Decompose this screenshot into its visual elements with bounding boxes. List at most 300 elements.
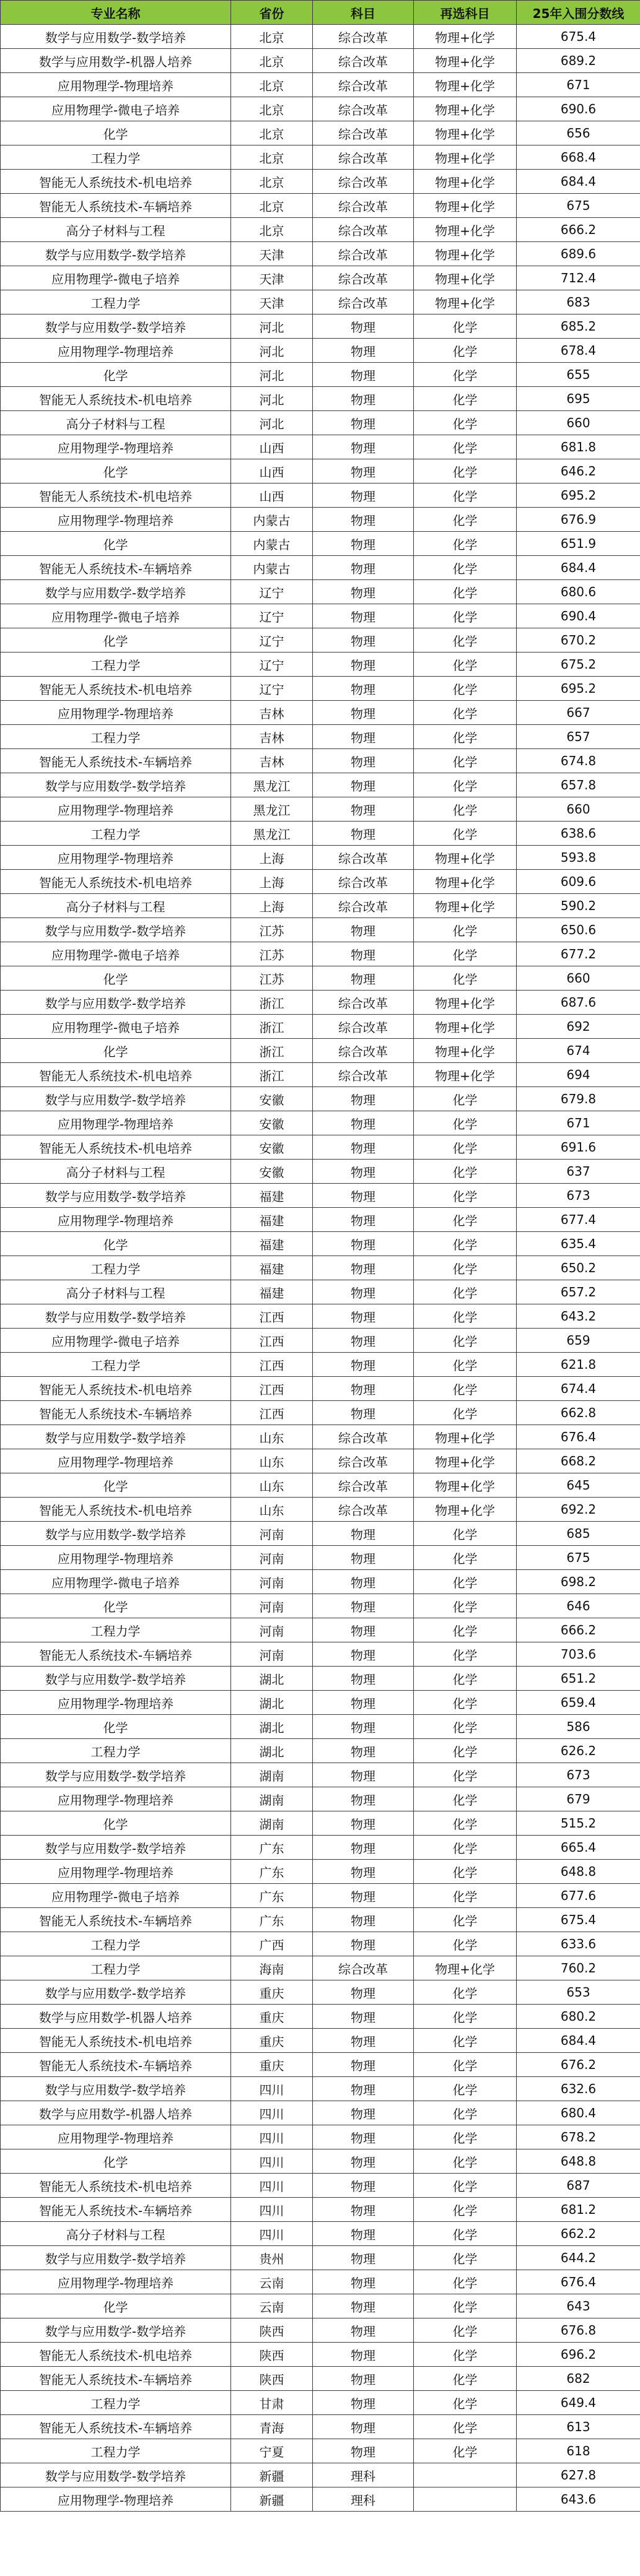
province-cell[interactable]: 河北 [231,314,313,339]
province-cell[interactable]: 四川 [231,2149,313,2174]
province-cell[interactable]: 福建 [231,1256,313,1280]
elective-subject-cell[interactable]: 物理+化学 [414,218,517,242]
elective-subject-cell[interactable]: 化学 [414,677,517,701]
major-cell[interactable]: 智能无人系统技术-机电培养 [1,1498,231,1522]
cutoff-score-cell[interactable]: 692 [517,1015,640,1039]
major-cell[interactable]: 数学与应用数学-数学培养 [1,314,231,339]
subject-cell[interactable]: 物理 [313,1401,414,1425]
major-cell[interactable]: 应用物理学-物理培养 [1,1546,231,1570]
subject-cell[interactable]: 物理 [313,1811,414,1836]
cutoff-score-cell[interactable]: 690.4 [517,604,640,628]
major-cell[interactable]: 智能无人系统技术-机电培养 [1,484,231,508]
elective-subject-cell[interactable]: 化学 [414,918,517,942]
cutoff-score-cell[interactable]: 657.2 [517,1280,640,1304]
subject-cell[interactable]: 物理 [313,2415,414,2439]
elective-subject-cell[interactable]: 化学 [414,1401,517,1425]
elective-subject-cell[interactable]: 化学 [414,314,517,339]
subject-cell[interactable]: 物理 [313,2005,414,2029]
cutoff-score-cell[interactable]: 684.4 [517,2029,640,2053]
elective-subject-cell[interactable]: 化学 [414,1353,517,1377]
province-cell[interactable]: 辽宁 [231,580,313,604]
elective-subject-cell[interactable]: 化学 [414,1184,517,1208]
elective-subject-cell[interactable]: 化学 [414,1570,517,1594]
province-cell[interactable]: 陕西 [231,2367,313,2391]
province-cell[interactable]: 新疆 [231,2463,313,2487]
major-cell[interactable]: 应用物理学-物理培养 [1,435,231,459]
subject-cell[interactable]: 物理 [313,2318,414,2343]
major-cell[interactable]: 工程力学 [1,1956,231,1980]
cutoff-score-cell[interactable]: 692.2 [517,1498,640,1522]
province-cell[interactable]: 广东 [231,1884,313,1908]
elective-subject-cell[interactable]: 物理+化学 [414,846,517,870]
province-cell[interactable]: 浙江 [231,991,313,1015]
elective-subject-cell[interactable]: 化学 [414,2029,517,2053]
province-cell[interactable]: 黑龙江 [231,822,313,846]
subject-cell[interactable]: 综合改革 [313,290,414,314]
elective-subject-cell[interactable]: 化学 [414,628,517,653]
cutoff-score-cell[interactable]: 684.4 [517,170,640,194]
elective-subject-cell[interactable] [414,2463,517,2487]
major-cell[interactable]: 化学 [1,1594,231,1618]
elective-subject-cell[interactable]: 物理+化学 [414,1956,517,1980]
province-cell[interactable]: 安徽 [231,1087,313,1111]
major-cell[interactable]: 应用物理学-物理培养 [1,797,231,822]
major-cell[interactable]: 智能无人系统技术-车辆培养 [1,2198,231,2222]
major-cell[interactable]: 智能无人系统技术-机电培养 [1,387,231,411]
major-cell[interactable]: 智能无人系统技术-机电培养 [1,2174,231,2198]
elective-subject-cell[interactable]: 化学 [414,1691,517,1715]
major-cell[interactable]: 智能无人系统技术-机电培养 [1,677,231,701]
subject-cell[interactable]: 物理 [313,1377,414,1401]
cutoff-score-cell[interactable]: 609.6 [517,870,640,894]
major-cell[interactable]: 数学与应用数学-数学培养 [1,242,231,266]
elective-subject-cell[interactable]: 化学 [414,1111,517,1135]
subject-cell[interactable]: 物理 [313,1232,414,1256]
major-cell[interactable]: 工程力学 [1,1618,231,1642]
major-cell[interactable]: 工程力学 [1,653,231,677]
cutoff-score-cell[interactable]: 637 [517,1160,640,1184]
province-cell[interactable]: 江苏 [231,942,313,966]
elective-subject-cell[interactable]: 物理+化学 [414,25,517,49]
cutoff-score-cell[interactable]: 644.2 [517,2246,640,2270]
major-cell[interactable]: 应用物理学-物理培养 [1,2487,231,2512]
subject-cell[interactable]: 物理 [313,2077,414,2101]
subject-cell[interactable]: 物理 [313,1884,414,1908]
elective-subject-cell[interactable]: 物理+化学 [414,1063,517,1087]
major-cell[interactable]: 高分子材料与工程 [1,2222,231,2246]
province-cell[interactable]: 江苏 [231,966,313,991]
cutoff-score-cell[interactable]: 645 [517,1473,640,1498]
cutoff-score-cell[interactable]: 679 [517,1787,640,1811]
subject-cell[interactable]: 综合改革 [313,1015,414,1039]
major-cell[interactable]: 智能无人系统技术-车辆培养 [1,1642,231,1667]
cutoff-score-cell[interactable]: 646 [517,1594,640,1618]
elective-subject-cell[interactable]: 化学 [414,1715,517,1739]
elective-subject-cell[interactable]: 化学 [414,508,517,532]
province-cell[interactable]: 河南 [231,1570,313,1594]
subject-cell[interactable]: 物理 [313,508,414,532]
cutoff-score-cell[interactable]: 673 [517,1763,640,1787]
elective-subject-cell[interactable]: 化学 [414,459,517,484]
major-cell[interactable]: 应用物理学-物理培养 [1,1449,231,1473]
province-cell[interactable]: 重庆 [231,2029,313,2053]
elective-subject-cell[interactable]: 物理+化学 [414,991,517,1015]
cutoff-score-cell[interactable]: 687.6 [517,991,640,1015]
cutoff-score-cell[interactable]: 676.4 [517,2270,640,2294]
cutoff-score-cell[interactable]: 680.2 [517,2005,640,2029]
major-cell[interactable]: 工程力学 [1,1353,231,1377]
major-cell[interactable]: 数学与应用数学-数学培养 [1,580,231,604]
subject-cell[interactable]: 物理 [313,411,414,435]
major-cell[interactable]: 化学 [1,2149,231,2174]
subject-cell[interactable]: 物理 [313,1860,414,1884]
subject-cell[interactable]: 物理 [313,435,414,459]
subject-cell[interactable]: 综合改革 [313,121,414,145]
elective-subject-cell[interactable]: 物理+化学 [414,1473,517,1498]
province-cell[interactable]: 内蒙古 [231,556,313,580]
subject-cell[interactable]: 综合改革 [313,1425,414,1449]
subject-cell[interactable]: 物理 [313,532,414,556]
province-cell[interactable]: 湖北 [231,1715,313,1739]
cutoff-score-cell[interactable]: 682 [517,2367,640,2391]
elective-subject-cell[interactable]: 化学 [414,1980,517,2005]
elective-subject-cell[interactable]: 化学 [414,725,517,749]
major-cell[interactable]: 智能无人系统技术-车辆培养 [1,194,231,218]
major-cell[interactable]: 数学与应用数学-机器人培养 [1,2005,231,2029]
province-cell[interactable]: 重庆 [231,2005,313,2029]
cutoff-score-cell[interactable]: 648.8 [517,1860,640,1884]
cutoff-score-cell[interactable]: 659 [517,1329,640,1353]
major-cell[interactable]: 应用物理学-微电子培养 [1,1329,231,1353]
elective-subject-cell[interactable]: 化学 [414,2246,517,2270]
cutoff-score-cell[interactable]: 668.2 [517,1449,640,1473]
subject-cell[interactable]: 物理 [313,1111,414,1135]
province-cell[interactable]: 辽宁 [231,604,313,628]
elective-subject-cell[interactable]: 物理+化学 [414,73,517,97]
elective-subject-cell[interactable]: 化学 [414,411,517,435]
province-cell[interactable]: 重庆 [231,2053,313,2077]
elective-subject-cell[interactable]: 化学 [414,1667,517,1691]
cutoff-score-cell[interactable]: 651.9 [517,532,640,556]
major-cell[interactable]: 工程力学 [1,2439,231,2463]
province-cell[interactable]: 天津 [231,290,313,314]
elective-subject-cell[interactable]: 化学 [414,2391,517,2415]
province-cell[interactable]: 福建 [231,1232,313,1256]
cutoff-score-cell[interactable]: 676.4 [517,1425,640,1449]
major-cell[interactable]: 化学 [1,966,231,991]
province-cell[interactable]: 广东 [231,1860,313,1884]
elective-subject-cell[interactable]: 物理+化学 [414,266,517,290]
subject-cell[interactable]: 物理 [313,749,414,773]
subject-cell[interactable]: 物理 [313,1691,414,1715]
province-cell[interactable]: 浙江 [231,1063,313,1087]
major-cell[interactable]: 数学与应用数学-数学培养 [1,1980,231,2005]
elective-subject-cell[interactable]: 化学 [414,1087,517,1111]
major-cell[interactable]: 智能无人系统技术-车辆培养 [1,2415,231,2439]
major-cell[interactable]: 应用物理学-物理培养 [1,1208,231,1232]
cutoff-score-cell[interactable]: 687 [517,2174,640,2198]
elective-subject-cell[interactable]: 化学 [414,1304,517,1329]
cutoff-score-cell[interactable]: 671 [517,1111,640,1135]
subject-cell[interactable]: 物理 [313,966,414,991]
major-cell[interactable]: 应用物理学-微电子培养 [1,97,231,121]
subject-cell[interactable]: 物理 [313,2343,414,2367]
major-cell[interactable]: 应用物理学-物理培养 [1,2270,231,2294]
major-cell[interactable]: 化学 [1,459,231,484]
elective-subject-cell[interactable]: 化学 [414,2343,517,2367]
elective-subject-cell[interactable]: 物理+化学 [414,194,517,218]
subject-cell[interactable]: 物理 [313,339,414,363]
province-cell[interactable]: 山西 [231,459,313,484]
province-cell[interactable]: 江西 [231,1304,313,1329]
elective-subject-cell[interactable]: 化学 [414,2077,517,2101]
subject-cell[interactable]: 物理 [313,2101,414,2125]
province-cell[interactable]: 河北 [231,363,313,387]
subject-cell[interactable]: 物理 [313,1087,414,1111]
province-cell[interactable]: 吉林 [231,749,313,773]
cutoff-score-cell[interactable]: 675.2 [517,653,640,677]
province-cell[interactable]: 四川 [231,2198,313,2222]
elective-subject-cell[interactable]: 化学 [414,363,517,387]
cutoff-score-cell[interactable]: 665.4 [517,1836,640,1860]
major-cell[interactable]: 高分子材料与工程 [1,218,231,242]
major-cell[interactable]: 智能无人系统技术-机电培养 [1,1063,231,1087]
province-cell[interactable]: 云南 [231,2294,313,2318]
province-cell[interactable]: 广东 [231,1836,313,1860]
cutoff-score-cell[interactable]: 679.8 [517,1087,640,1111]
province-cell[interactable]: 河南 [231,1594,313,1618]
header-subject[interactable]: 科目 [313,1,414,25]
subject-cell[interactable]: 物理 [313,725,414,749]
elective-subject-cell[interactable]: 物理+化学 [414,145,517,170]
province-cell[interactable]: 河北 [231,411,313,435]
elective-subject-cell[interactable]: 化学 [414,1739,517,1763]
elective-subject-cell[interactable]: 化学 [414,966,517,991]
major-cell[interactable]: 数学与应用数学-数学培养 [1,773,231,797]
major-cell[interactable]: 化学 [1,628,231,653]
province-cell[interactable]: 内蒙古 [231,508,313,532]
cutoff-score-cell[interactable]: 655 [517,363,640,387]
cutoff-score-cell[interactable]: 674.4 [517,1377,640,1401]
province-cell[interactable]: 上海 [231,870,313,894]
province-cell[interactable]: 黑龙江 [231,773,313,797]
header-province[interactable]: 省份 [231,1,313,25]
subject-cell[interactable]: 物理 [313,1184,414,1208]
province-cell[interactable]: 广东 [231,1908,313,1932]
header-major[interactable]: 专业名称 [1,1,231,25]
province-cell[interactable]: 北京 [231,25,313,49]
major-cell[interactable]: 工程力学 [1,1739,231,1763]
cutoff-score-cell[interactable]: 635.4 [517,1232,640,1256]
major-cell[interactable]: 应用物理学-物理培养 [1,1691,231,1715]
major-cell[interactable]: 化学 [1,1232,231,1256]
elective-subject-cell[interactable]: 化学 [414,2222,517,2246]
elective-subject-cell[interactable]: 化学 [414,701,517,725]
province-cell[interactable]: 广西 [231,1932,313,1956]
elective-subject-cell[interactable]: 化学 [414,2294,517,2318]
province-cell[interactable]: 湖北 [231,1667,313,1691]
province-cell[interactable]: 辽宁 [231,628,313,653]
province-cell[interactable]: 上海 [231,846,313,870]
cutoff-score-cell[interactable]: 680.4 [517,2101,640,2125]
subject-cell[interactable]: 物理 [313,918,414,942]
subject-cell[interactable]: 综合改革 [313,1063,414,1087]
major-cell[interactable]: 化学 [1,1039,231,1063]
subject-cell[interactable]: 综合改革 [313,1498,414,1522]
cutoff-score-cell[interactable]: 695.2 [517,677,640,701]
major-cell[interactable]: 化学 [1,1473,231,1498]
cutoff-score-cell[interactable]: 677.6 [517,1884,640,1908]
elective-subject-cell[interactable]: 物理+化学 [414,290,517,314]
elective-subject-cell[interactable]: 化学 [414,2367,517,2391]
province-cell[interactable]: 海南 [231,1956,313,1980]
major-cell[interactable]: 化学 [1,363,231,387]
cutoff-score-cell[interactable]: 515.2 [517,1811,640,1836]
subject-cell[interactable]: 综合改革 [313,870,414,894]
major-cell[interactable]: 应用物理学-物理培养 [1,1111,231,1135]
subject-cell[interactable]: 物理 [313,387,414,411]
subject-cell[interactable]: 物理 [313,701,414,725]
elective-subject-cell[interactable]: 物理+化学 [414,894,517,918]
major-cell[interactable]: 高分子材料与工程 [1,1280,231,1304]
subject-cell[interactable]: 物理 [313,628,414,653]
cutoff-score-cell[interactable]: 626.2 [517,1739,640,1763]
cutoff-score-cell[interactable]: 656 [517,121,640,145]
subject-cell[interactable]: 物理 [313,2174,414,2198]
major-cell[interactable]: 应用物理学-物理培养 [1,846,231,870]
province-cell[interactable]: 北京 [231,218,313,242]
major-cell[interactable]: 化学 [1,121,231,145]
elective-subject-cell[interactable]: 化学 [414,1522,517,1546]
major-cell[interactable]: 数学与应用数学-数学培养 [1,1087,231,1111]
elective-subject-cell[interactable]: 化学 [414,2149,517,2174]
major-cell[interactable]: 数学与应用数学-数学培养 [1,2318,231,2343]
major-cell[interactable]: 智能无人系统技术-机电培养 [1,2029,231,2053]
elective-subject-cell[interactable]: 化学 [414,2005,517,2029]
elective-subject-cell[interactable]: 化学 [414,1787,517,1811]
elective-subject-cell[interactable]: 化学 [414,942,517,966]
subject-cell[interactable]: 物理 [313,1739,414,1763]
major-cell[interactable]: 工程力学 [1,725,231,749]
subject-cell[interactable]: 综合改革 [313,242,414,266]
major-cell[interactable]: 应用物理学-微电子培养 [1,604,231,628]
subject-cell[interactable]: 物理 [313,1642,414,1667]
cutoff-score-cell[interactable]: 760.2 [517,1956,640,1980]
cutoff-score-cell[interactable]: 632.6 [517,2077,640,2101]
elective-subject-cell[interactable]: 物理+化学 [414,170,517,194]
subject-cell[interactable]: 理科 [313,2487,414,2512]
subject-cell[interactable]: 物理 [313,2149,414,2174]
province-cell[interactable]: 贵州 [231,2246,313,2270]
province-cell[interactable]: 宁夏 [231,2439,313,2463]
province-cell[interactable]: 新疆 [231,2487,313,2512]
elective-subject-cell[interactable]: 物理+化学 [414,121,517,145]
major-cell[interactable]: 智能无人系统技术-机电培养 [1,2343,231,2367]
province-cell[interactable]: 湖南 [231,1763,313,1787]
province-cell[interactable]: 吉林 [231,701,313,725]
subject-cell[interactable]: 物理 [313,580,414,604]
province-cell[interactable]: 河北 [231,339,313,363]
elective-subject-cell[interactable]: 化学 [414,532,517,556]
cutoff-score-cell[interactable]: 696.2 [517,2343,640,2367]
subject-cell[interactable]: 物理 [313,2270,414,2294]
major-cell[interactable]: 数学与应用数学-数学培养 [1,1836,231,1860]
subject-cell[interactable]: 物理 [313,1135,414,1160]
elective-subject-cell[interactable]: 化学 [414,2174,517,2198]
major-cell[interactable]: 应用物理学-物理培养 [1,1787,231,1811]
subject-cell[interactable]: 综合改革 [313,97,414,121]
subject-cell[interactable]: 物理 [313,2029,414,2053]
subject-cell[interactable]: 物理 [313,1329,414,1353]
elective-subject-cell[interactable]: 化学 [414,1860,517,1884]
elective-subject-cell[interactable]: 化学 [414,2270,517,2294]
subject-cell[interactable]: 综合改革 [313,194,414,218]
elective-subject-cell[interactable]: 化学 [414,1546,517,1570]
cutoff-score-cell[interactable]: 662.2 [517,2222,640,2246]
elective-subject-cell[interactable]: 化学 [414,435,517,459]
cutoff-score-cell[interactable]: 667 [517,701,640,725]
province-cell[interactable]: 北京 [231,97,313,121]
cutoff-score-cell[interactable]: 613 [517,2415,640,2439]
subject-cell[interactable]: 物理 [313,1256,414,1280]
province-cell[interactable]: 山东 [231,1425,313,1449]
subject-cell[interactable]: 物理 [313,1570,414,1594]
province-cell[interactable]: 安徽 [231,1160,313,1184]
subject-cell[interactable]: 综合改革 [313,1449,414,1473]
cutoff-score-cell[interactable]: 590.2 [517,894,640,918]
subject-cell[interactable]: 物理 [313,363,414,387]
province-cell[interactable]: 江西 [231,1401,313,1425]
subject-cell[interactable]: 综合改革 [313,266,414,290]
major-cell[interactable]: 高分子材料与工程 [1,1160,231,1184]
elective-subject-cell[interactable]: 化学 [414,1135,517,1160]
province-cell[interactable]: 四川 [231,2222,313,2246]
cutoff-score-cell[interactable]: 618 [517,2439,640,2463]
province-cell[interactable]: 辽宁 [231,677,313,701]
province-cell[interactable]: 安徽 [231,1135,313,1160]
elective-subject-cell[interactable]: 化学 [414,797,517,822]
province-cell[interactable]: 四川 [231,2174,313,2198]
elective-subject-cell[interactable]: 化学 [414,1208,517,1232]
subject-cell[interactable]: 物理 [313,2246,414,2270]
province-cell[interactable]: 北京 [231,73,313,97]
major-cell[interactable]: 应用物理学-物理培养 [1,2125,231,2149]
major-cell[interactable]: 应用物理学-物理培养 [1,701,231,725]
cutoff-score-cell[interactable]: 691.6 [517,1135,640,1160]
subject-cell[interactable]: 综合改革 [313,170,414,194]
elective-subject-cell[interactable]: 物理+化学 [414,1039,517,1063]
major-cell[interactable]: 数学与应用数学-数学培养 [1,25,231,49]
major-cell[interactable]: 化学 [1,1811,231,1836]
subject-cell[interactable]: 综合改革 [313,73,414,97]
subject-cell[interactable]: 物理 [313,1836,414,1860]
subject-cell[interactable]: 物理 [313,314,414,339]
subject-cell[interactable]: 综合改革 [313,1473,414,1498]
subject-cell[interactable]: 物理 [313,797,414,822]
cutoff-score-cell[interactable]: 703.6 [517,1642,640,1667]
major-cell[interactable]: 智能无人系统技术-机电培养 [1,1377,231,1401]
elective-subject-cell[interactable]: 化学 [414,773,517,797]
cutoff-score-cell[interactable]: 646.2 [517,459,640,484]
major-cell[interactable]: 数学与应用数学-机器人培养 [1,2101,231,2125]
major-cell[interactable]: 智能无人系统技术-车辆培养 [1,1401,231,1425]
elective-subject-cell[interactable]: 化学 [414,2125,517,2149]
province-cell[interactable]: 山西 [231,435,313,459]
cutoff-score-cell[interactable]: 657.8 [517,773,640,797]
major-cell[interactable]: 智能无人系统技术-机电培养 [1,1135,231,1160]
major-cell[interactable]: 工程力学 [1,290,231,314]
province-cell[interactable]: 江西 [231,1329,313,1353]
